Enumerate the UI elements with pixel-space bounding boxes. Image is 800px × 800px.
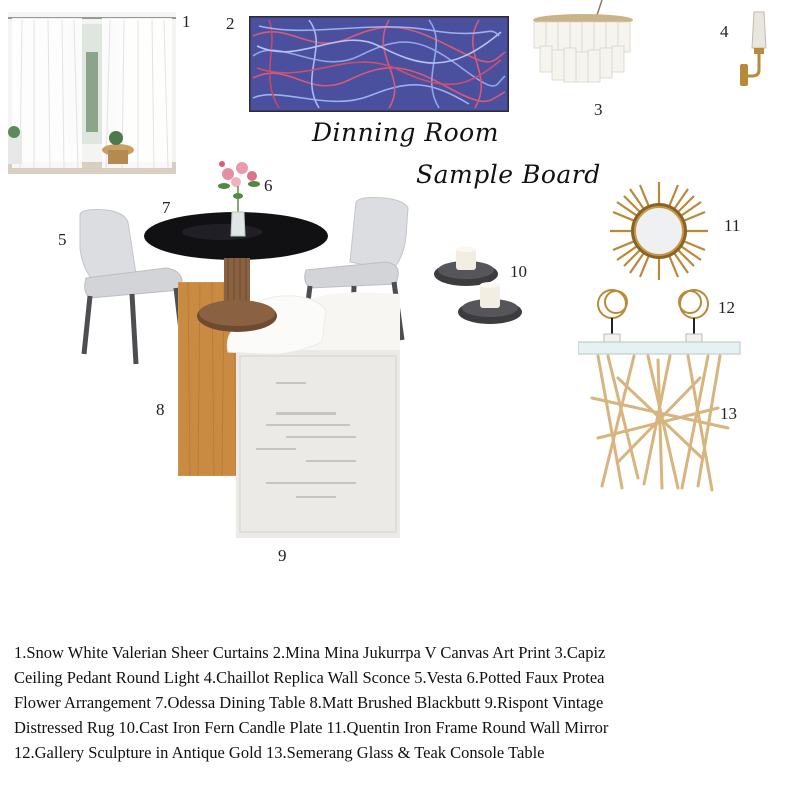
board-title-line1: Dinning Room bbox=[312, 118, 499, 147]
protea-flower-arrangement-image bbox=[214, 160, 264, 240]
item-number-7: 7 bbox=[162, 198, 171, 217]
item-number-13: 13 bbox=[720, 404, 737, 423]
item-number-3: 3 bbox=[594, 100, 603, 119]
item-number-1: 1 bbox=[182, 12, 191, 31]
canvas-art-print-image bbox=[249, 16, 509, 112]
item-number-12: 12 bbox=[718, 298, 735, 317]
curtains-image bbox=[8, 12, 176, 174]
glass-teak-console-table-image bbox=[578, 338, 742, 494]
round-wall-mirror-image bbox=[608, 180, 710, 282]
item-label: 2.Mina Mina Jukurrpa V Canvas Art Print bbox=[272, 643, 551, 662]
item-label: 13.Semerang Glass & Teak Console Table bbox=[266, 743, 545, 762]
capiz-pendant-light-image bbox=[526, 0, 640, 94]
item-label: 5.Vesta bbox=[414, 668, 463, 687]
item-label: 10.Cast Iron Fern Candle Plate bbox=[118, 718, 323, 737]
item-label: 4.Chaillot Replica Wall Sconce bbox=[203, 668, 411, 687]
item-number-2: 2 bbox=[226, 14, 235, 33]
board-title-line2: Sample Board bbox=[416, 160, 601, 189]
item-number-11: 11 bbox=[724, 216, 741, 235]
item-number-9: 9 bbox=[278, 546, 287, 565]
item-label: 7.Odessa Dining Table bbox=[155, 693, 306, 712]
item-number-8: 8 bbox=[156, 400, 165, 419]
item-label: 3.Capiz Ceiling Pedant Round Light bbox=[14, 643, 606, 687]
candle-plate-image bbox=[432, 240, 526, 332]
item-label: 12.Gallery Sculpture in Antique Gold bbox=[14, 743, 262, 762]
gallery-sculpture-image bbox=[590, 286, 720, 344]
item-label: 11.Quentin Iron Frame Round Wall Mirror bbox=[326, 718, 609, 737]
item-number-6: 6 bbox=[264, 176, 273, 195]
wall-sconce-image bbox=[738, 8, 772, 90]
item-list-caption bbox=[14, 640, 614, 765]
item-label: 9.Rispont Vintage Distressed Rug bbox=[14, 693, 604, 737]
item-number-10: 10 bbox=[510, 262, 527, 281]
item-number-5: 5 bbox=[58, 230, 67, 249]
item-label: 6.Potted Faux Protea Flower Arrangement bbox=[14, 668, 605, 712]
item-label: 8.Matt Brushed Blackbutt bbox=[309, 693, 481, 712]
item-label: 1.Snow White Valerian Sheer Curtains bbox=[14, 643, 269, 662]
item-number-4: 4 bbox=[720, 22, 729, 41]
